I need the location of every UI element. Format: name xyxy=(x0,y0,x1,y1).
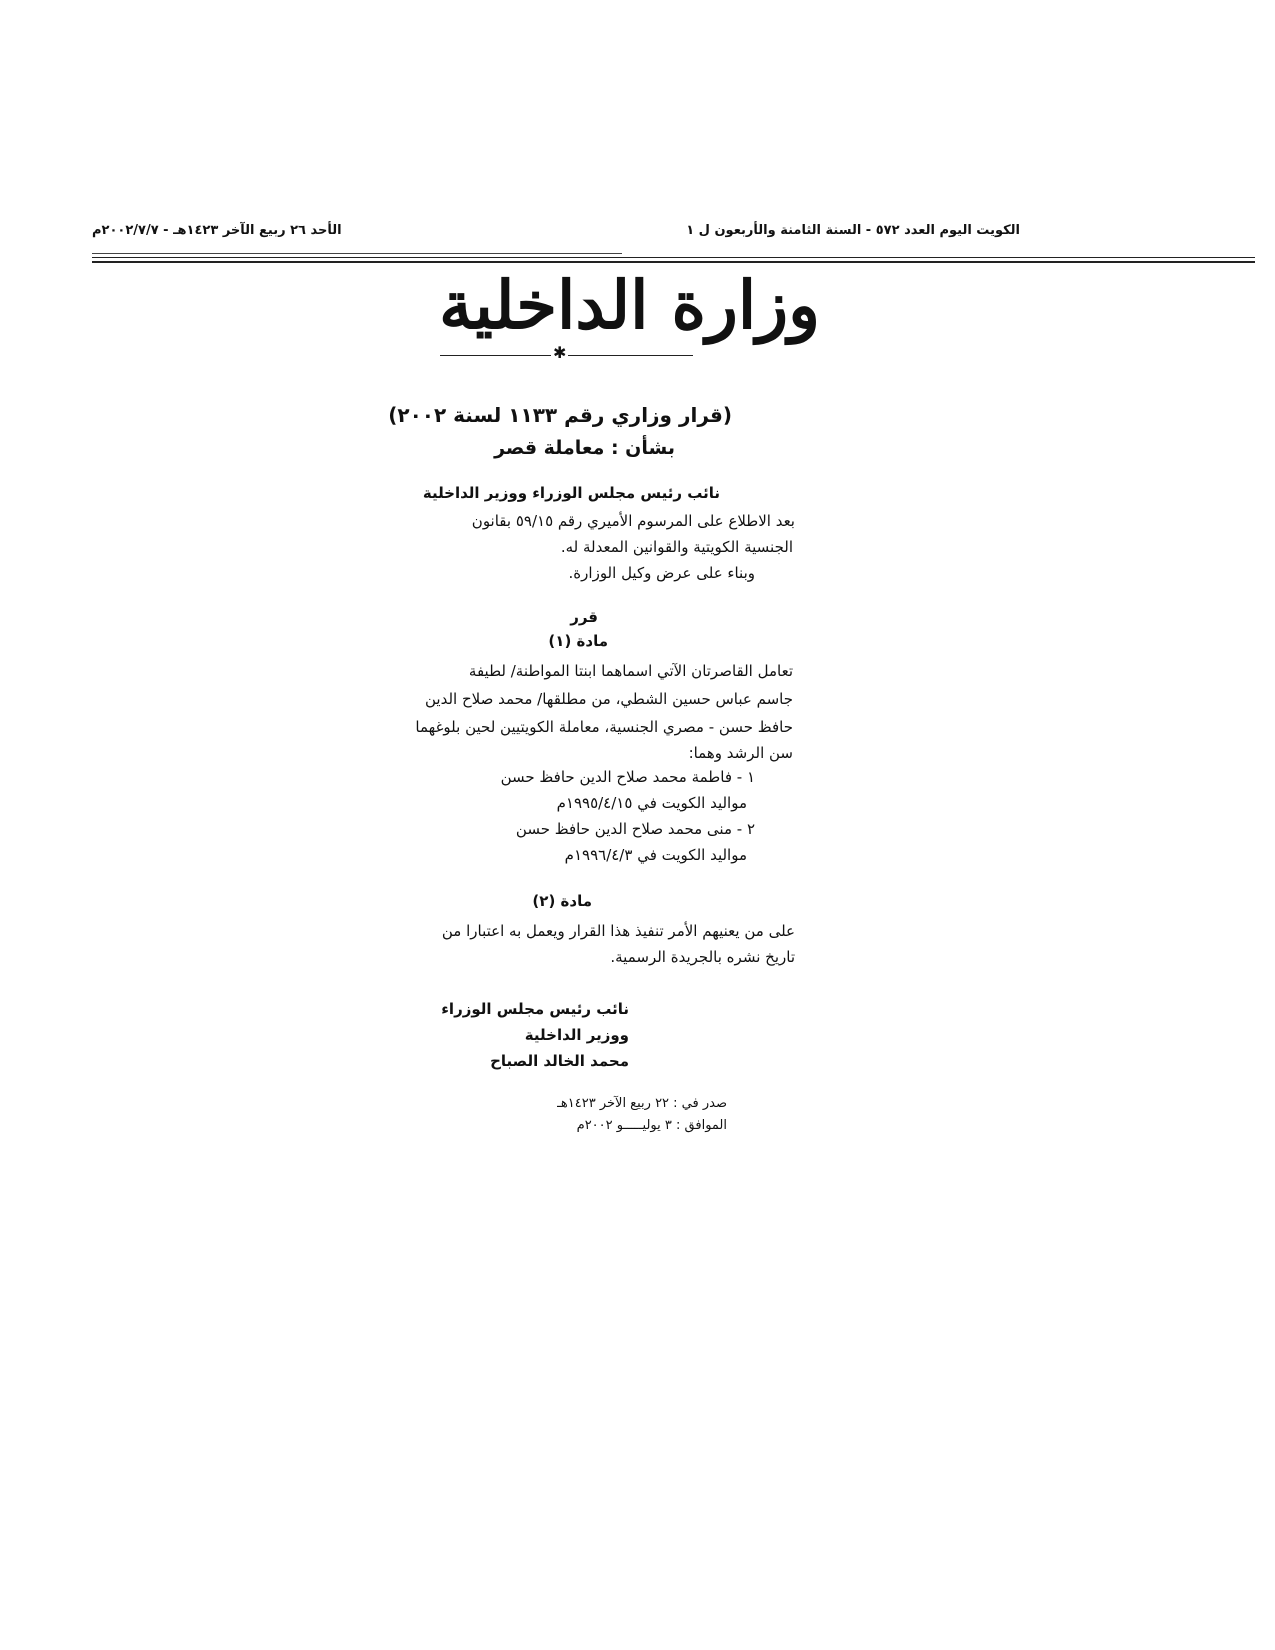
minor-1-name: ١ - فاطمة محمد صلاح الدين حافظ حسن xyxy=(500,768,755,786)
signatory-name: محمد الخالد الصباح xyxy=(490,1052,629,1070)
preamble-line: بعد الاطلاع على المرسوم الأميري رقم ٥٩/١٥ بقانون xyxy=(471,512,795,530)
decision-title: (قرار وزاري رقم ١١٣٣ لسنة ٢٠٠٢) xyxy=(388,403,732,427)
article-2-line: تاريخ نشره بالجريدة الرسمية. xyxy=(610,948,795,966)
preamble-line: وبناء على عرض وكيل الوزارة. xyxy=(568,564,755,582)
ornament-star-icon: ✱ xyxy=(553,343,567,362)
issuer-title: نائب رئيس مجلس الوزراء ووزير الداخلية xyxy=(422,484,720,502)
article-2-line: على من يعنيهم الأمر تنفيذ هذا القرار ويعمل به اعتبارا من xyxy=(441,922,795,940)
gazette-issue-header: الكويت اليوم العدد ٥٧٢ - السنة الثامنة والأربعون ل ١ xyxy=(686,223,1020,238)
article-2-heading: مادة (٢) xyxy=(532,892,592,910)
minor-1-birth: مواليد الكويت في ١٩٩٥/٤/١٥م xyxy=(556,794,747,812)
header-divider-top xyxy=(92,257,1255,258)
header-divider-bottom xyxy=(92,261,1255,263)
article-1-heading: مادة (١) xyxy=(548,632,608,650)
article-1-line: سن الرشد وهما: xyxy=(688,744,793,762)
minor-2-birth: مواليد الكويت في ١٩٩٦/٤/٣م xyxy=(564,846,747,864)
article-1-line: حافظ حسن - مصري الجنسية، معاملة الكويتيين لحين بلوغهما xyxy=(415,718,793,736)
decision-subject: بشأن : معاملة قصر xyxy=(494,437,675,459)
ministry-title: وزارة الداخلية xyxy=(439,266,820,344)
article-1-line: جاسم عباس حسين الشطي، من مطلقها/ محمد صلاح الدين xyxy=(425,690,793,708)
decided-heading: قرر xyxy=(570,608,598,626)
signatory-title: ووزير الداخلية xyxy=(524,1026,629,1044)
issue-date-hijri: صدر في : ٢٢ ربيع الآخر ١٤٢٣هـ xyxy=(557,1096,727,1111)
signatory-title: نائب رئيس مجلس الوزراء xyxy=(441,1000,629,1018)
article-1-line: تعامل القاصرتان الآتي اسماهما ابنتا المواطنة/ لطيفة xyxy=(468,662,793,680)
gazette-date-header: الأحد ٢٦ ربيع الآخر ١٤٢٣هـ - ٢٠٠٢/٧/٧م xyxy=(92,223,342,238)
header-divider-short xyxy=(92,253,622,254)
issue-date-gregorian: الموافق : ٣ يوليـــــو ٢٠٠٢م xyxy=(576,1118,727,1133)
preamble-line: الجنسية الكويتية والقوانين المعدلة له. xyxy=(560,538,793,556)
minor-2-name: ٢ - منى محمد صلاح الدين حافظ حسن xyxy=(515,820,755,838)
